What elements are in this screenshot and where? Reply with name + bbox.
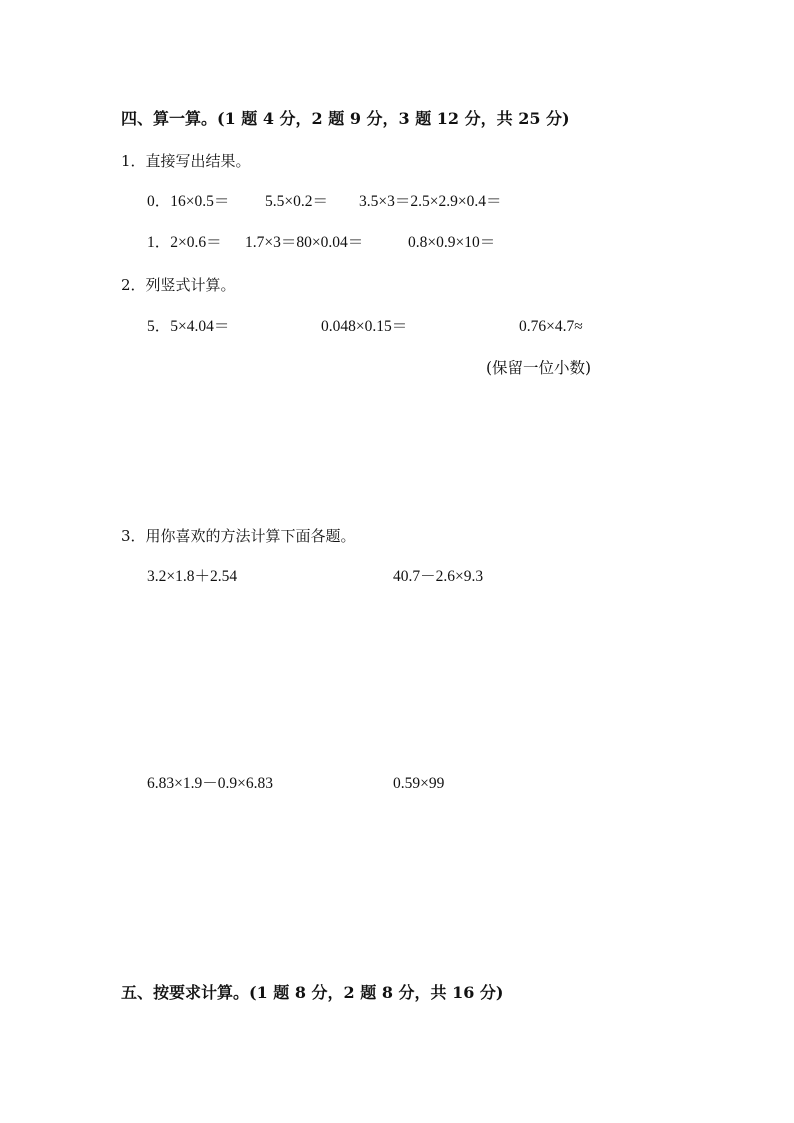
expression: 3.2×1.8＋2.54 <box>147 568 238 585</box>
question-3-label: 3．用你喜欢的方法计算下面各题。 <box>121 527 356 545</box>
expression: 0.76×4.7≈ <box>519 318 583 335</box>
question-2-label: 2．列竖式计算。 <box>121 276 236 294</box>
expression: 0．16×0.5＝ <box>147 193 230 210</box>
expression: 40.7－2.6×9.3 <box>393 568 484 585</box>
expression: 1.7×3＝80×0.04＝ <box>245 234 364 251</box>
expression: 6.83×1.9－0.9×6.83 <box>147 775 273 792</box>
section-5-title: 五、按要求计算。(1 题 8 分，2 题 8 分，共 16 分) <box>121 983 504 1002</box>
expression: 3.5×3＝2.5×2.9×0.4＝ <box>359 193 502 210</box>
question-1-label: 1．直接写出结果。 <box>121 152 251 170</box>
expression: 5.5×0.2＝ <box>265 193 328 210</box>
expression: 0.59×99 <box>393 775 445 792</box>
expression: 1．2×0.6＝ <box>147 234 222 251</box>
expression: 5．5×4.04＝ <box>147 318 230 335</box>
section-4-title: 四、算一算。(1 题 4 分，2 题 9 分，3 题 12 分，共 25 分) <box>121 109 570 128</box>
expression: 0.8×0.9×10＝ <box>408 234 496 251</box>
expression: 0.048×0.15＝ <box>321 318 408 335</box>
rounding-note: (保留一位小数) <box>486 359 592 377</box>
